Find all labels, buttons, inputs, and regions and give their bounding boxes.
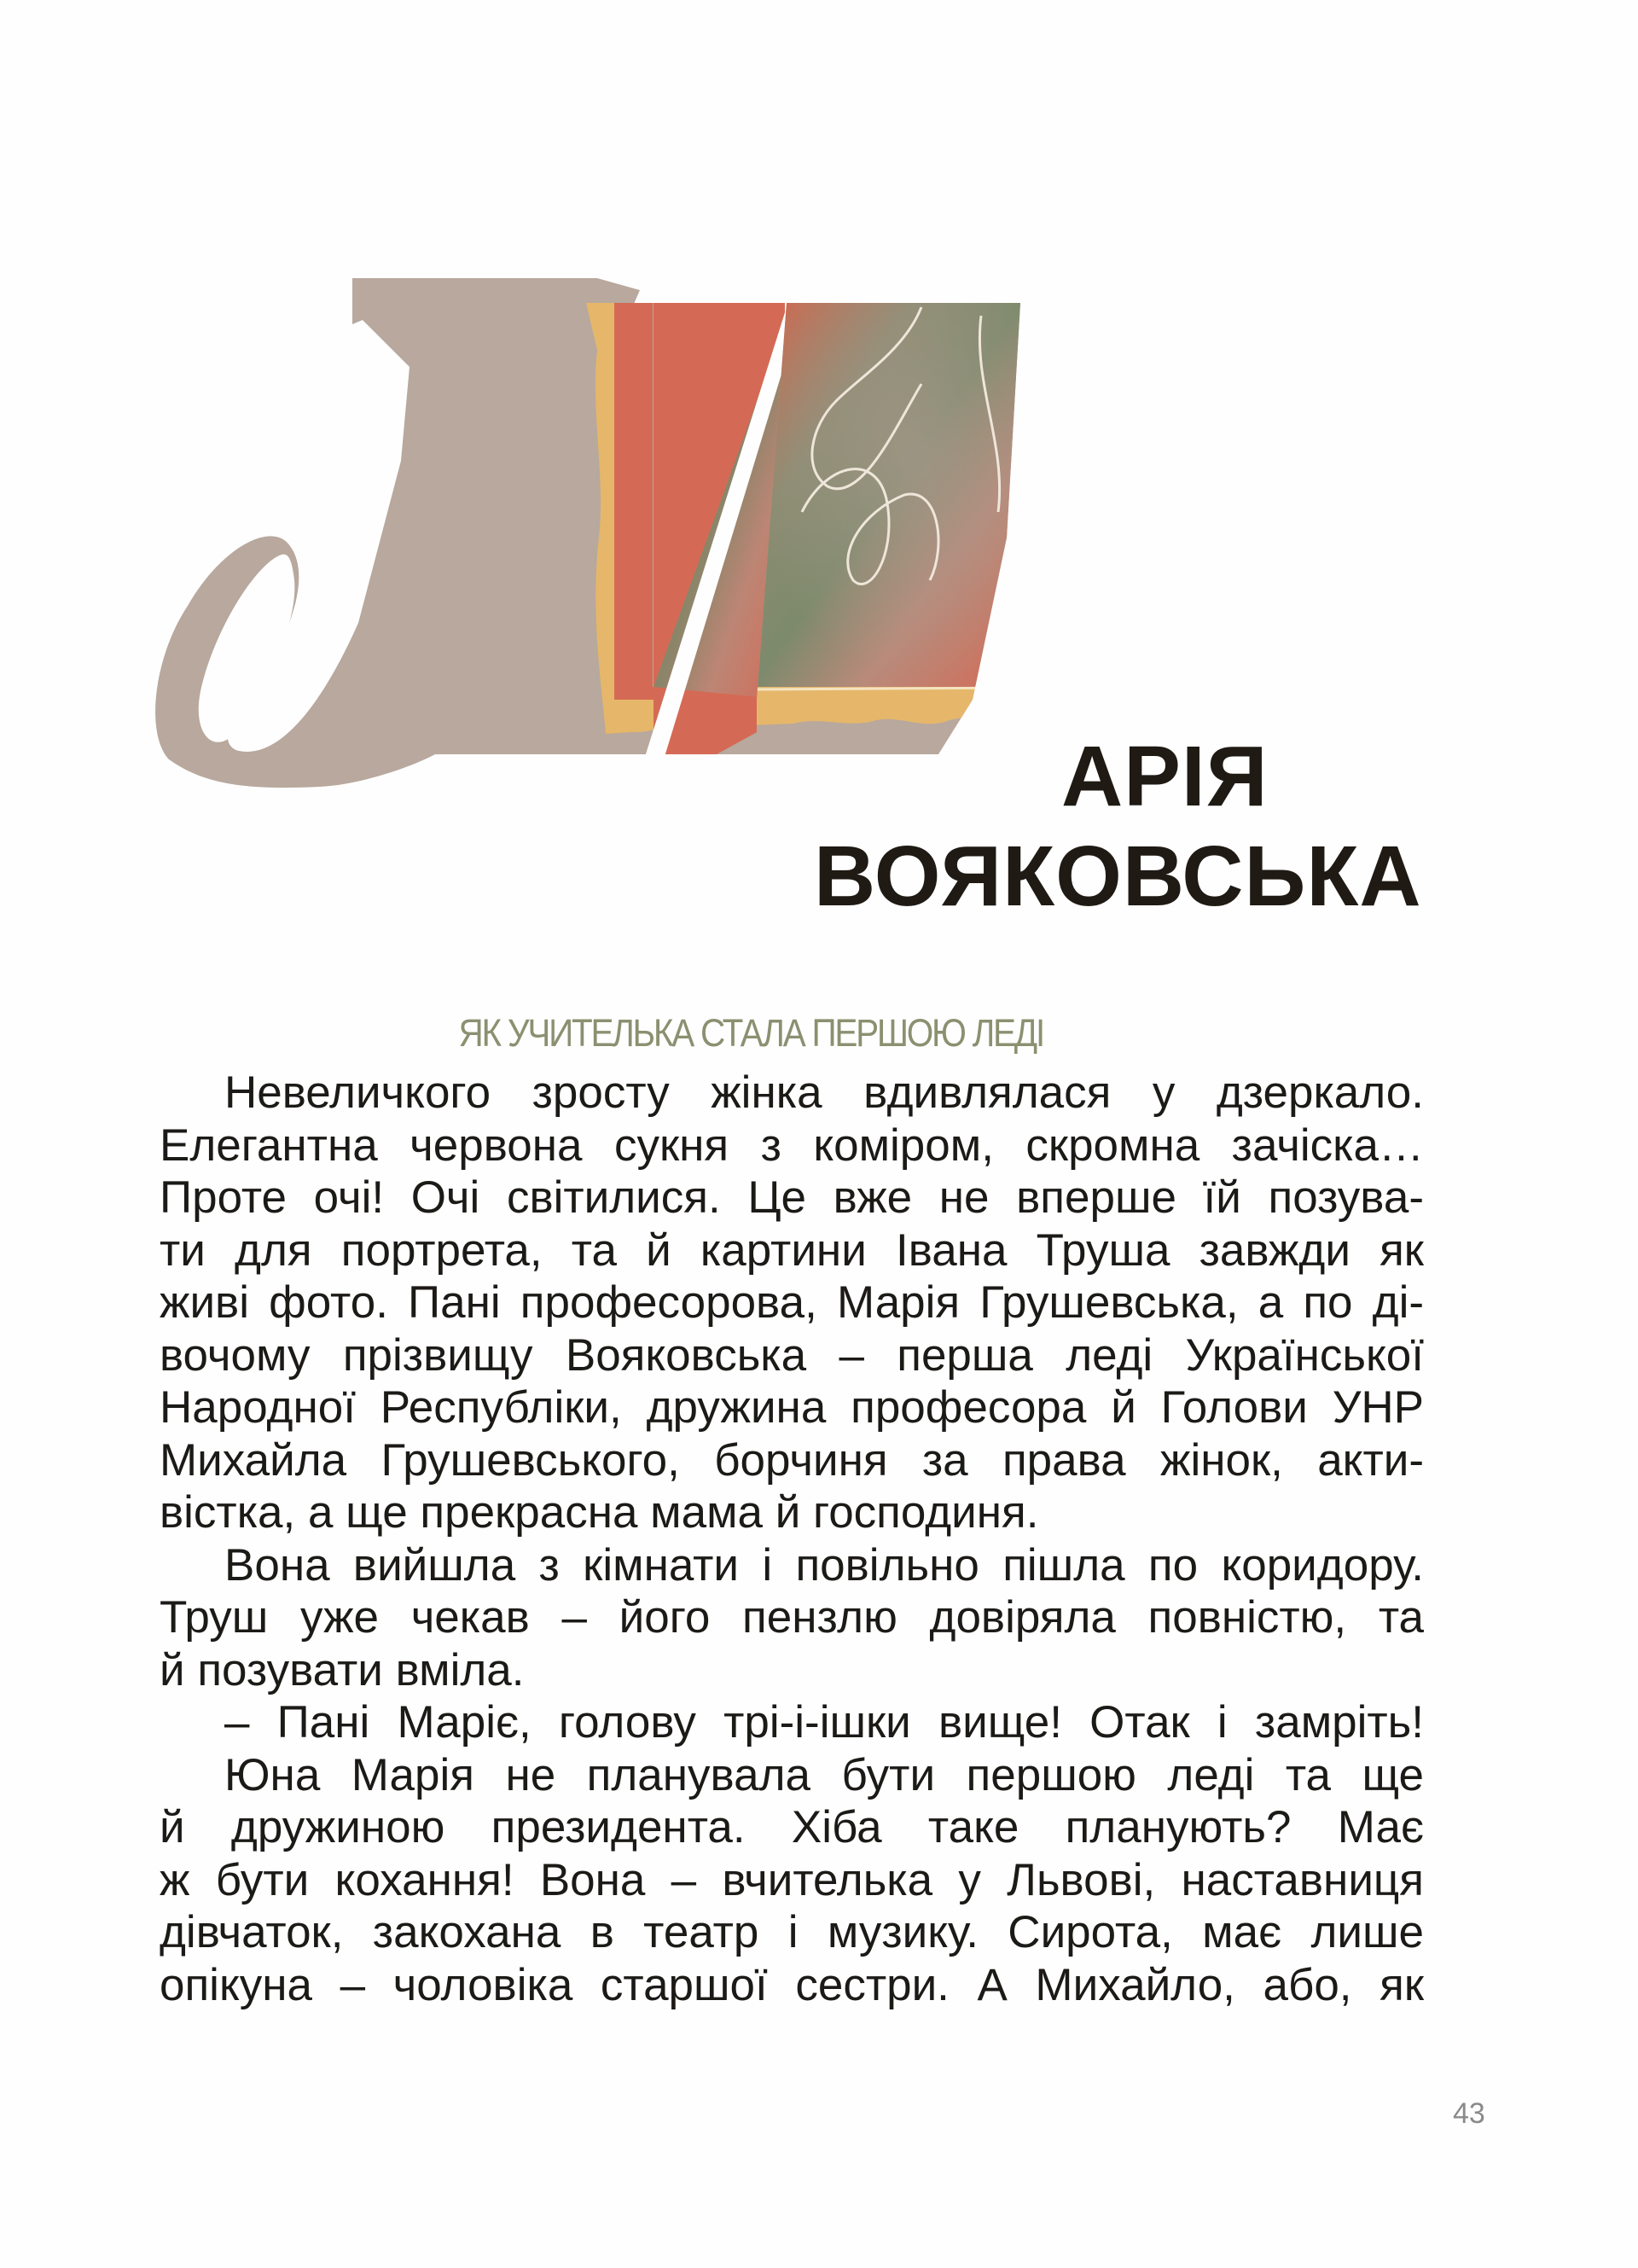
- text-line: й дружиною президента. Хіба таке планують? Має: [160, 1802, 1424, 1852]
- title-first-name: АРІЯ: [1061, 729, 1269, 824]
- title-surname: ВОЯКОВСЬКА: [814, 829, 1422, 924]
- text-line: вістка, а ще прекрасна мама й господиня.: [160, 1487, 1039, 1538]
- text-line: й позувати вміла.: [160, 1644, 525, 1695]
- text-line: Юна Марія не планувала бути першою леді та ще: [224, 1749, 1424, 1800]
- page-number: 43: [1453, 2097, 1485, 2130]
- text-line: Вона вийшла з кімнати і повільно пішла по коридору.: [224, 1539, 1424, 1591]
- text-line: опікуна – чоловіка старшої сестри. А Михайло, або, як: [160, 1959, 1424, 2010]
- text-line: Елегантна червона сукня з коміром, скромна зачіска…: [160, 1119, 1424, 1171]
- decorative-initial-m-icon: [154, 256, 1041, 802]
- text-line: – Пані Маріє, голову трі-і-ішки вище! Отак і замріть!: [224, 1697, 1424, 1748]
- section-subtitle: ЯК УЧИТЕЛЬКА СТАЛА ПЕРШОЮ ЛЕДІ: [458, 1011, 1043, 1055]
- text-line: Проте очі! Очі світилися. Це вже не вперше їй позува-: [160, 1172, 1424, 1223]
- body-text: [160, 1067, 1424, 2011]
- text-line: Невеличкого зросту жінка вдивлялася у дзеркало.: [224, 1067, 1424, 1118]
- text-line: живі фото. Пані професорова, Марія Грушевська, а по ді-: [160, 1277, 1424, 1328]
- text-line: Народної Республіки, дружина професора й Голови УНР: [160, 1382, 1424, 1433]
- text-line: Михайла Грушевського, борчиня за права жінок, акти-: [160, 1434, 1424, 1486]
- text-line: вочому прізвищу Вояковська – перша леді Української: [160, 1329, 1424, 1381]
- text-line: дівчаток, закохана в театр і музику. Сирота, має лише: [160, 1907, 1424, 1957]
- text-line: Труш уже чекав – його пензлю довіряла повністю, та: [160, 1592, 1424, 1643]
- text-line: ти для портрета, та й картини Івана Труша завжди як: [160, 1224, 1424, 1276]
- text-line: ж бути кохання! Вона – вчителька у Львові, наставниця: [160, 1854, 1424, 1905]
